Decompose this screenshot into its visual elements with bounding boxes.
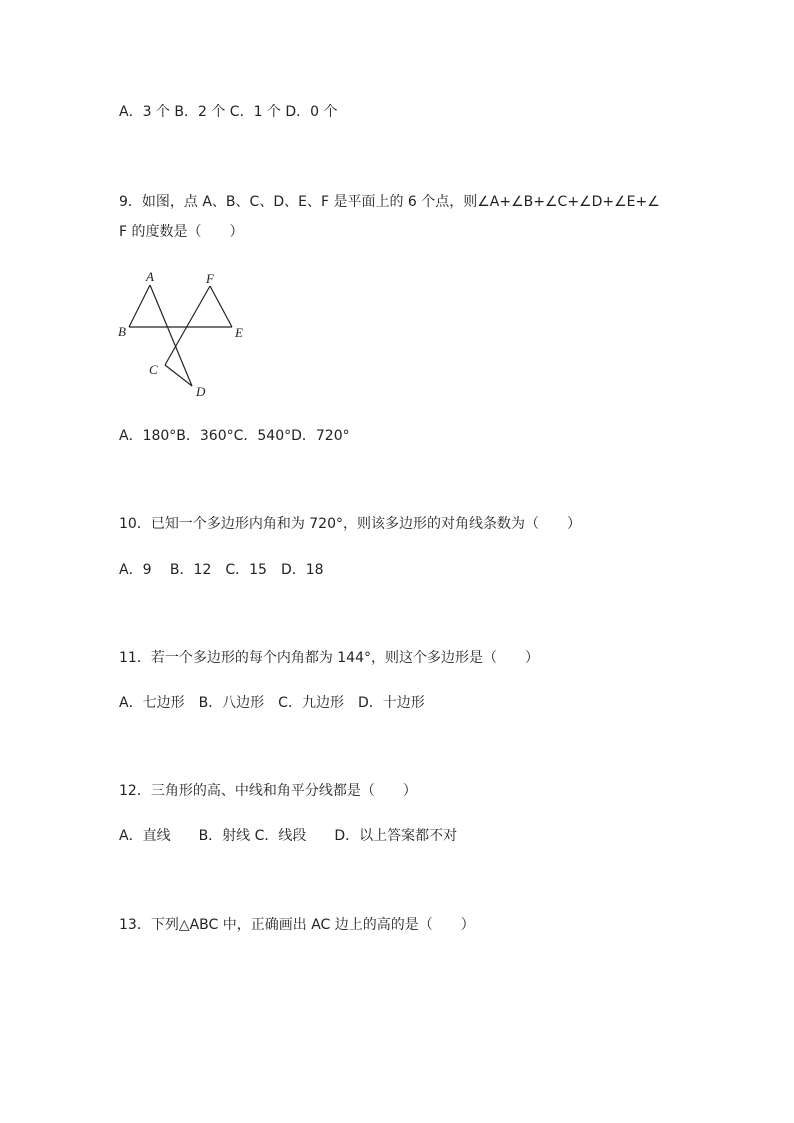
q10-stem: 10．已知一个多边形内角和为 720°，则该多边形的对角线条数为（ ） (119, 516, 581, 532)
q12-stem: 12．三角形的高、中线和角平分线都是（ ） (119, 783, 417, 799)
label-f: F (206, 271, 214, 286)
q9-stem-line2: F 的度数是（ ） (119, 224, 244, 240)
label-e: E (235, 325, 243, 340)
q9-options: A．180°B．360°C．540°D．720° (119, 428, 350, 444)
label-b: B (118, 324, 126, 339)
segment-fc (165, 286, 210, 365)
segment-fe (210, 286, 232, 327)
q11-options: A．七边形 B．八边形 C．九边形 D．十边形 (119, 695, 425, 711)
label-d: D (196, 384, 206, 399)
q11-stem: 11．若一个多边形的每个内角都为 144°，则这个多边形是（ ） (119, 650, 539, 666)
q12-options: A．直线 B．射线 C．线段 D．以上答案都不对 (119, 828, 458, 844)
q9-figure (114, 268, 264, 403)
q9-stem-line1: 9．如图，点 A、B、C、D、E、F 是平面上的 6 个点，则∠A+∠B+∠C+∠D+∠E+∠ (119, 194, 660, 210)
q10-options: A．9 B．12 C．15 D．18 (119, 562, 324, 578)
label-a: A (146, 269, 154, 284)
label-c: C (149, 362, 158, 377)
q8-options: A．3 个 B．2 个 C．1 个 D．0 个 (119, 104, 338, 120)
segment-ab (129, 285, 150, 327)
q13-stem: 13．下列△ABC 中，正确画出 AC 边上的高的是（ ） (119, 917, 475, 933)
